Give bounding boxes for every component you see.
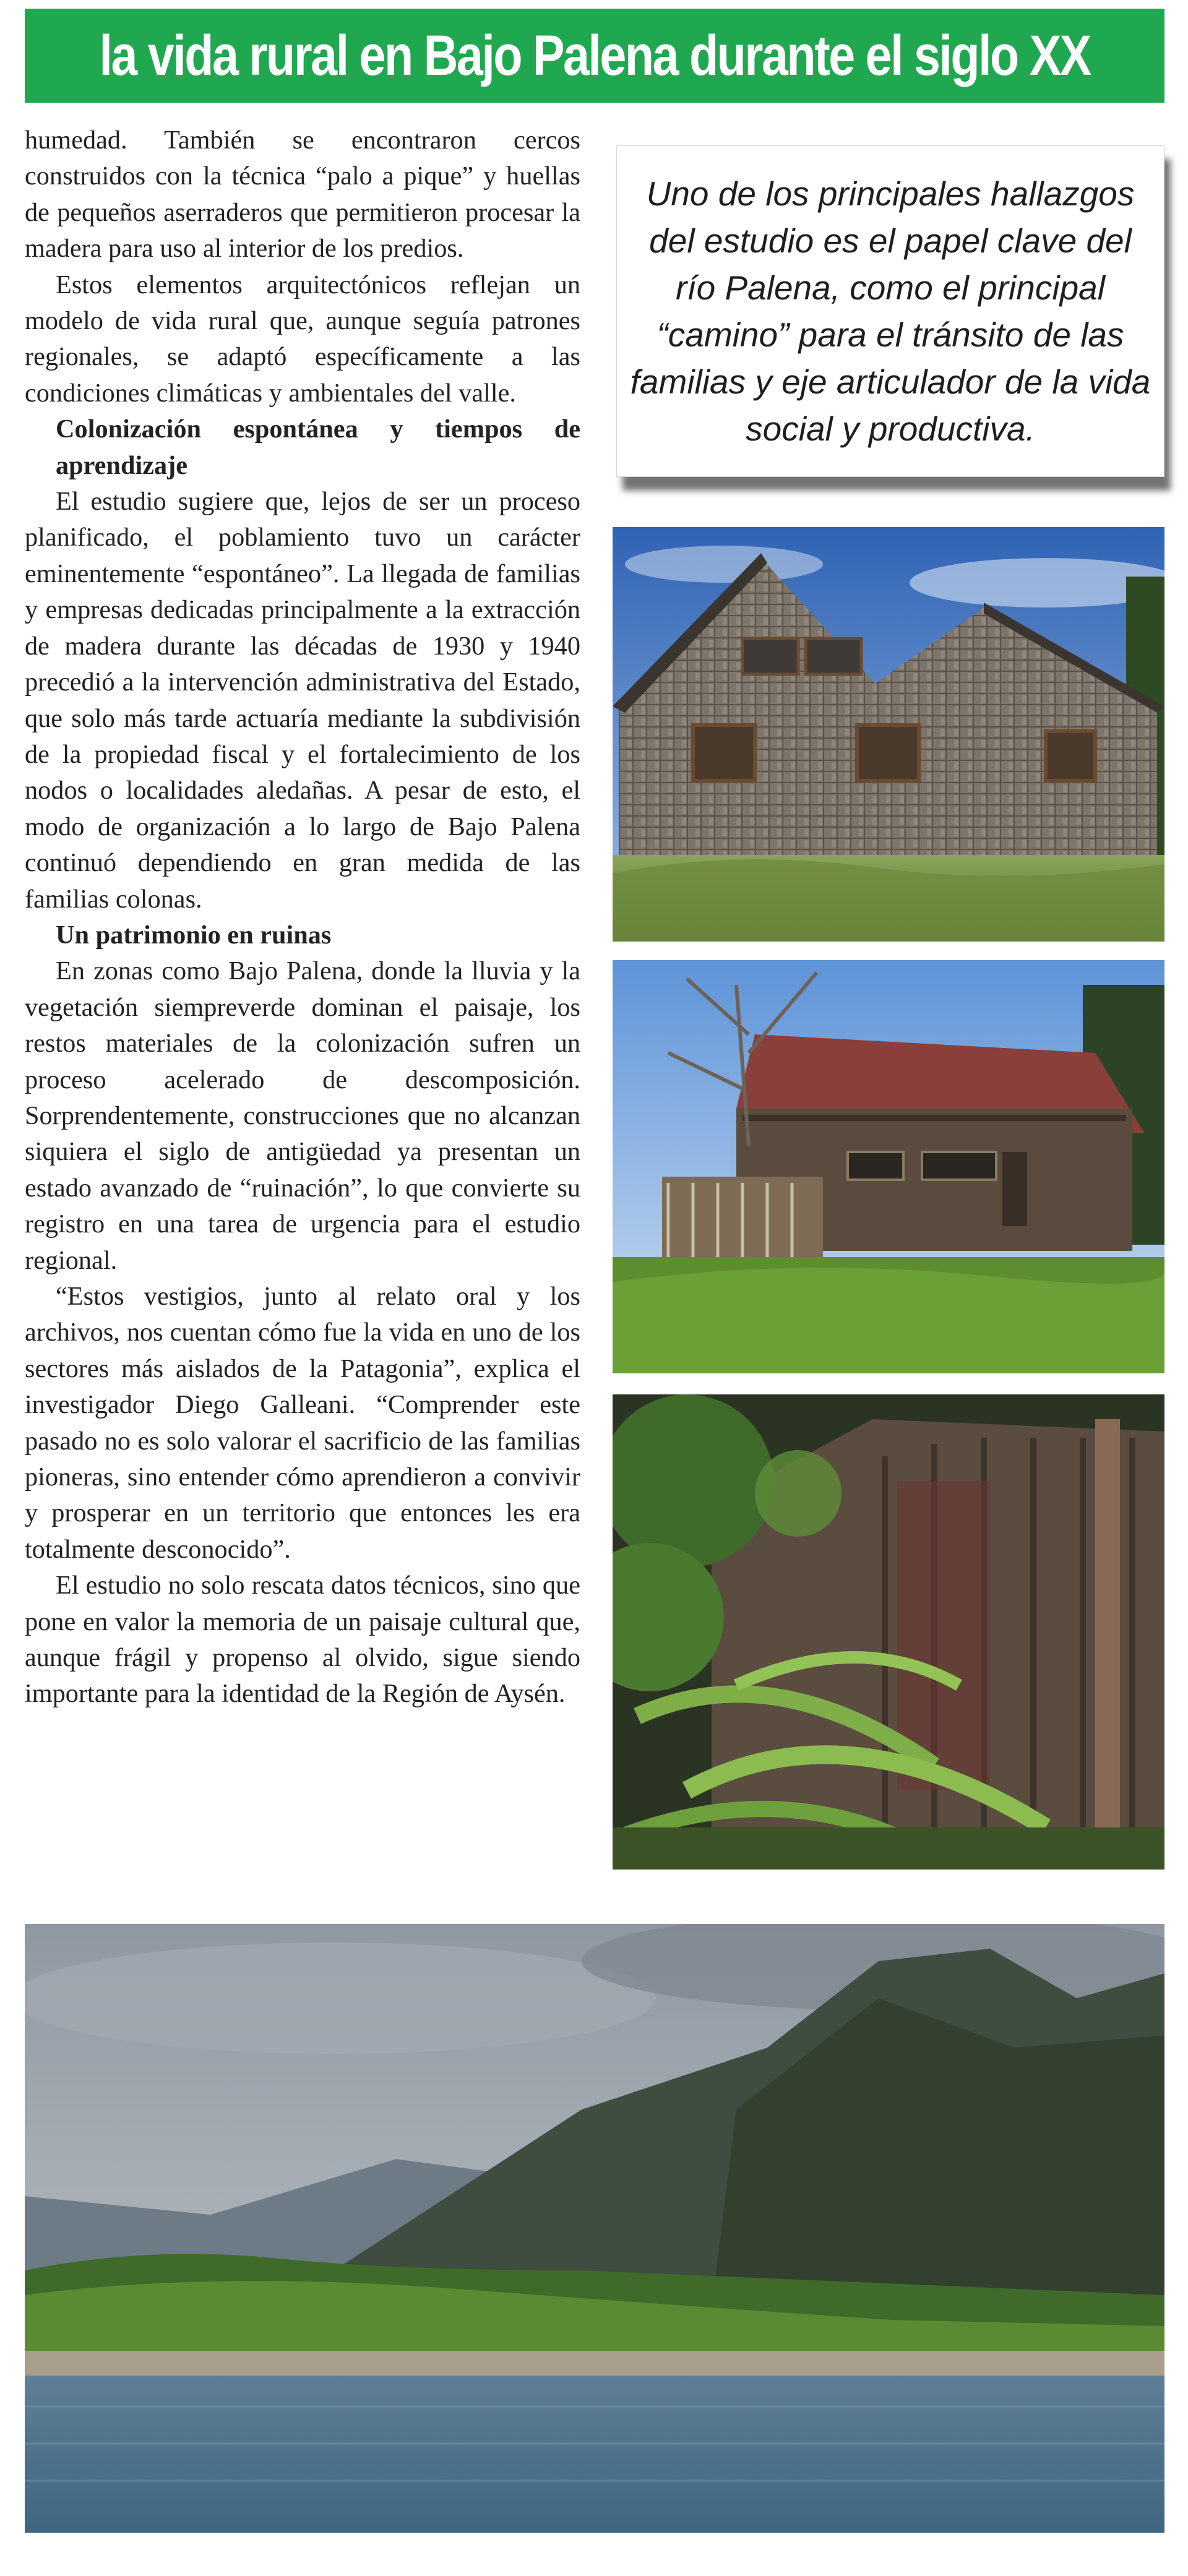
photo-red-roof-house xyxy=(613,960,1164,1373)
page-title: la vida rural en Bajo Palena durante el siglo XX xyxy=(99,24,1090,87)
article-paragraph: “Estos vestigios, junto al relato oral y los archivos, nos cuentan cómo fue la vida en uno de los sectores más aislados de la Patagonia”, explica el investigador Diego Galleani. “Comprender este pasado no es solo valorar el sacrificio de las familias pioneras, sino entender cómo aprendieron a convivir y prosperar en un territorio que entonces les era totalmente desconocido”. xyxy=(25,1282,580,1564)
section-heading: Colonización espontánea y tiempos de aprendizaje xyxy=(56,414,580,480)
title-banner xyxy=(25,9,1164,103)
section-heading: Un patrimonio en ruinas xyxy=(56,920,332,950)
pull-quote-text: Uno de los principales hallazgos del estudio es el papel clave del río Palena, como el principal “camino” para el tránsito de las familias y eje articulador de la vida social y productiva. xyxy=(630,174,1151,448)
photo-shingled-house xyxy=(613,527,1164,942)
photo-river-mountains xyxy=(25,1924,1164,2533)
article-paragraph: El estudio no solo rescata datos técnicos, sino que pone en valor la memoria de un paisaje cultural que, aunque frágil y propenso al olvido, sigue siendo importante para la identidad de la Región de Aysén. xyxy=(25,1571,580,1709)
article-paragraph: El estudio sugiere que, lejos de ser un proceso planificado, el poblamiento tuvo un carácter eminentemente “espontáneo”. La llegada de familias y empresas dedicadas principalmente a la extracción de madera durante las décadas de 1930 y 1940 precedió a la intervención administrativa del Estado, que solo más tarde actuaría mediante la subdivisión de la propiedad fiscal y el fortalecimiento de los nodos o localidades aledañas. A pesar de esto, el modo de organización a lo largo de Bajo Palena continuó dependiendo en gran medida de las familias colonas. xyxy=(25,487,580,914)
pull-quote-box xyxy=(616,145,1164,477)
article-body xyxy=(25,122,580,1712)
photo-ruins-ferns xyxy=(613,1394,1164,1870)
article-paragraph: En zonas como Bajo Palena, donde la lluvia y la vegetación siempreverde dominan el paisaje, los restos materiales de la colonización sufren un proceso acelerado de descomposición. Sorprendentemente, construcciones que no alcanzan siquiera el siglo de antigüedad ya presentan un estado avanzado de “ruinación”, lo que convierte su registro en una tarea de urgencia para el estudio regional. xyxy=(25,956,580,1275)
article-paragraph: Estos elementos arquitectónicos reflejan un modelo de vida rural que, aunque seguía patrones regionales, se adaptó específicamente a las condiciones climáticas y ambientales del valle. xyxy=(25,270,580,408)
article-paragraph: humedad. También se encontraron cercos construidos con la técnica “palo a pique” y huellas de pequeños aserraderos que permitieron procesar la madera para uso al interior de los predios. xyxy=(25,126,580,264)
